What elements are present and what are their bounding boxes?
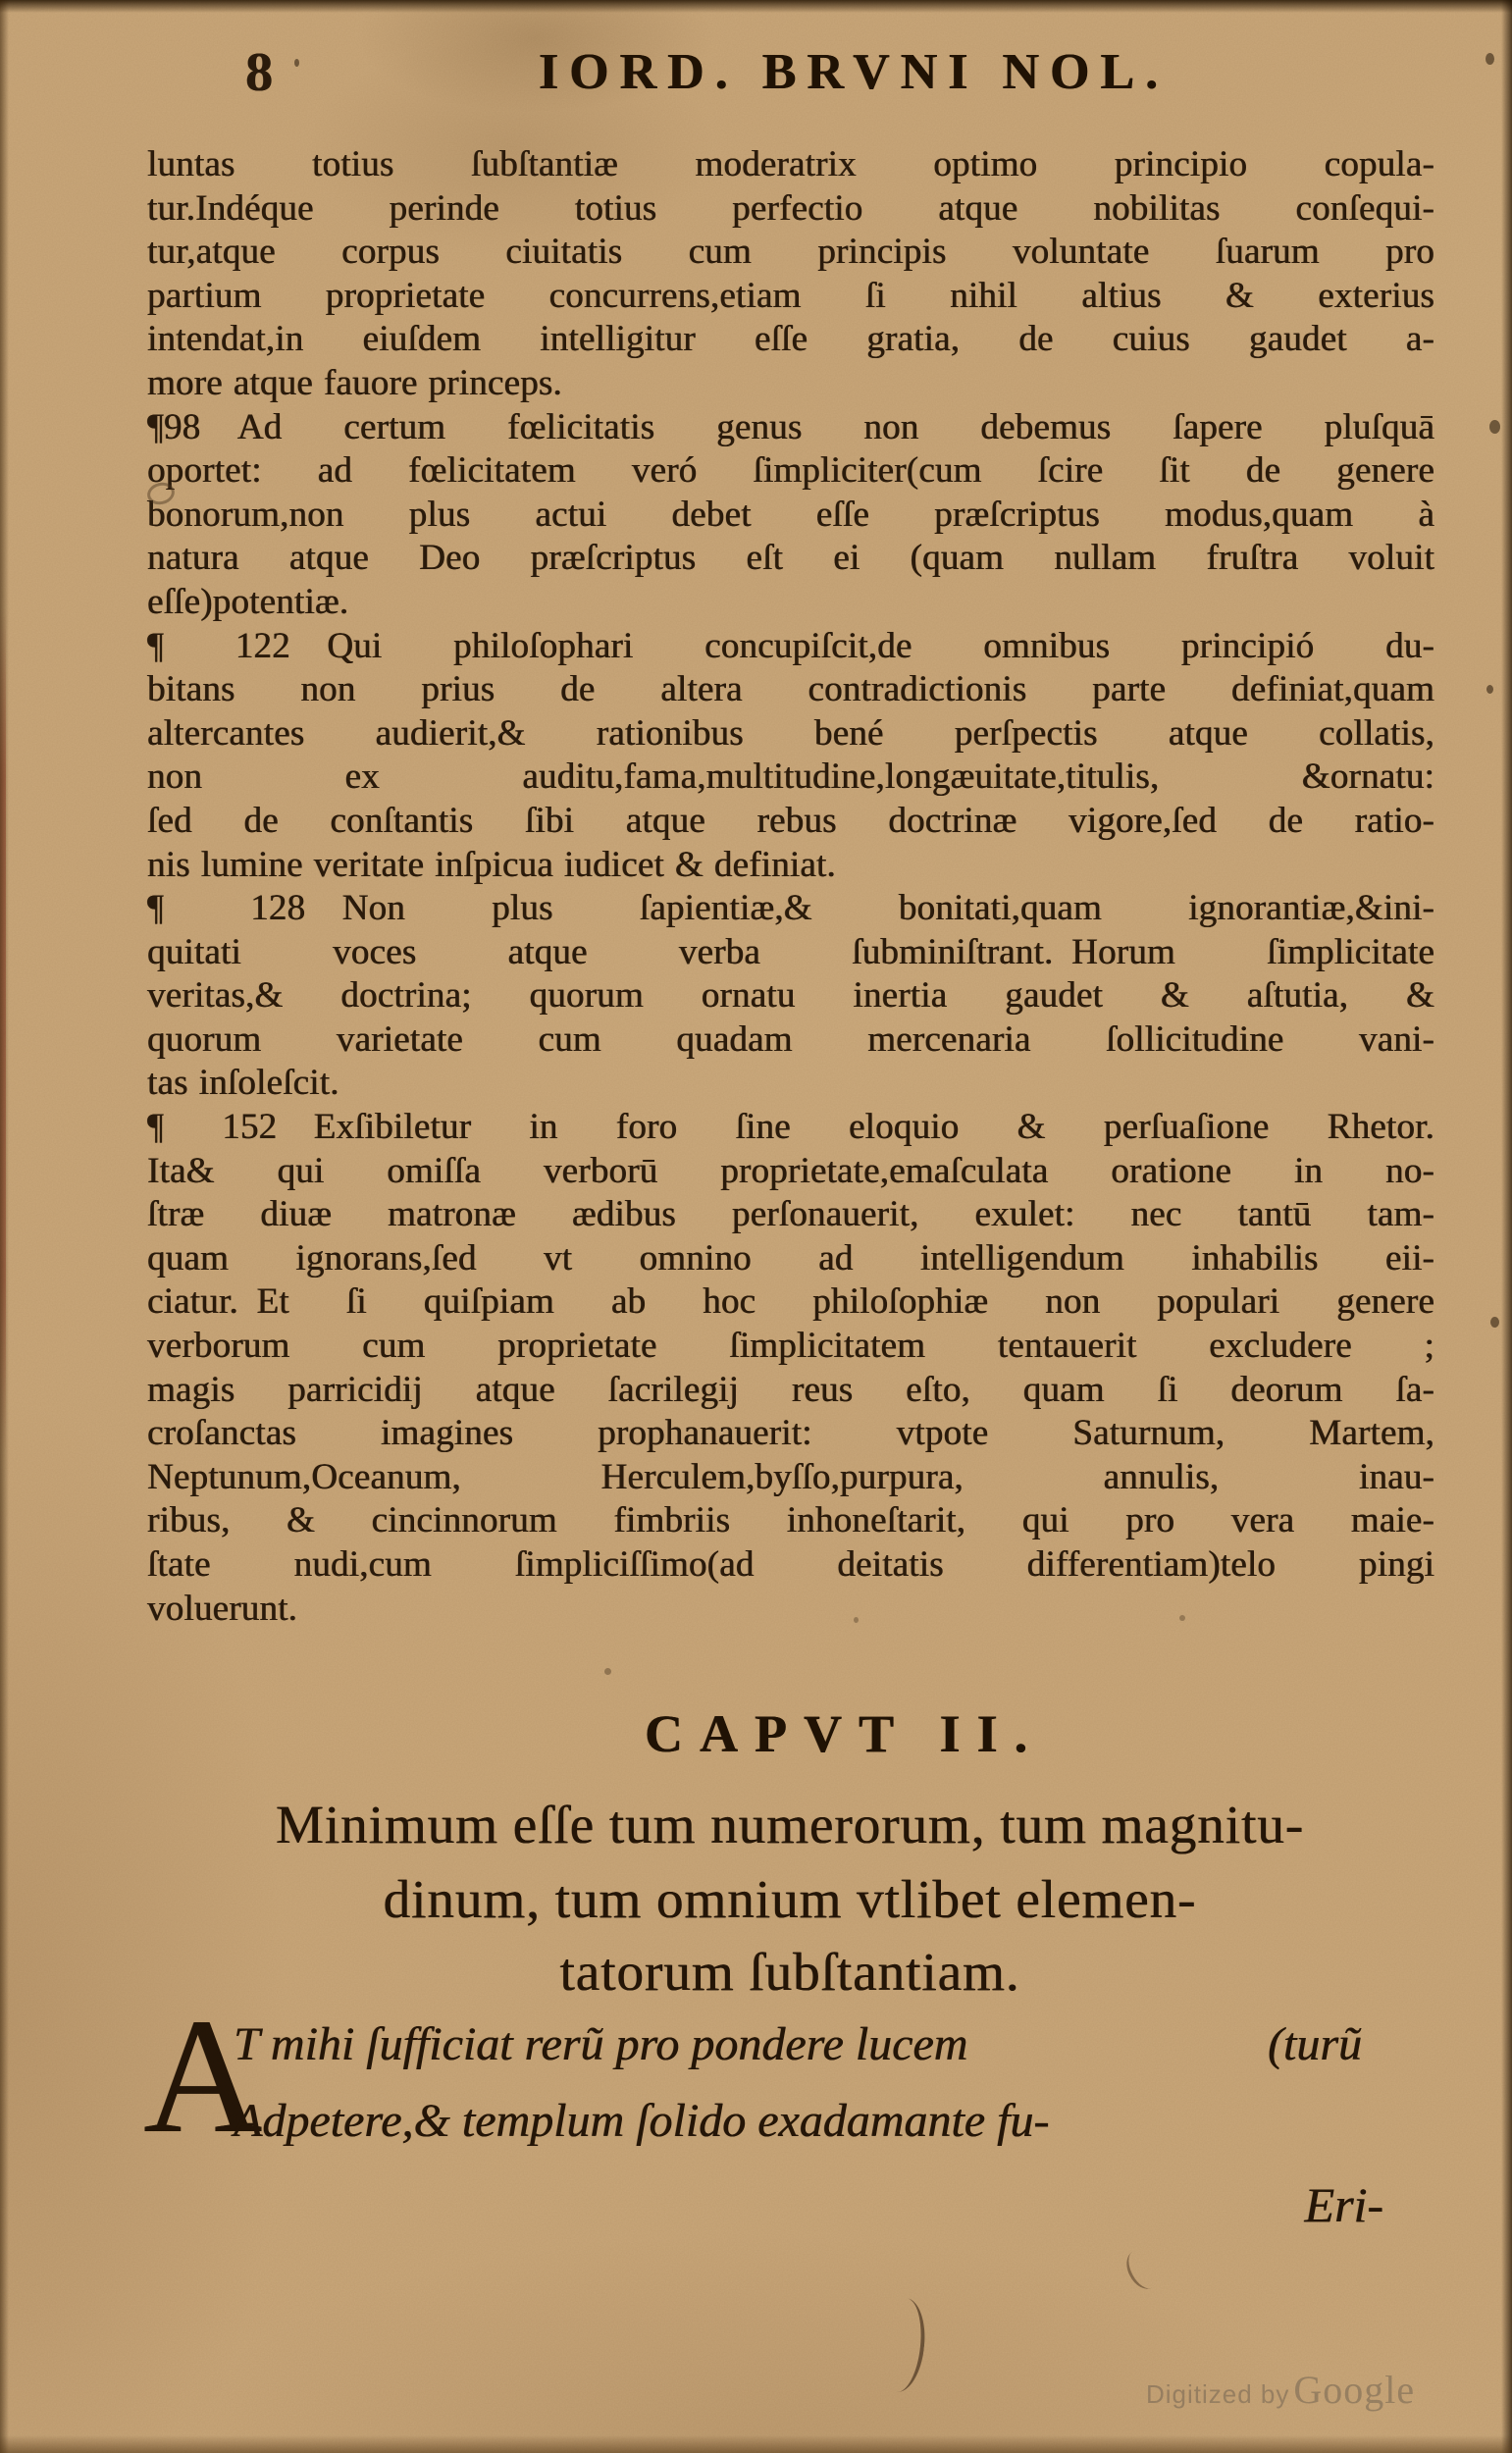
ink-speck [1179, 1615, 1185, 1621]
verse-line: Adpetere,& templum ſolido exadamante fu- [234, 2095, 1050, 2147]
running-title: IORD. BRVNI NOL. [538, 44, 1170, 100]
text-line: bonorum,non plus actui debet eſſe præſcriptus modus,quam à [147, 494, 1434, 535]
ink-speck [294, 59, 299, 67]
page-number: 8 [245, 42, 273, 103]
text-line: more atque fauore princeps. [147, 362, 562, 403]
text-line: oportet: ad fœlicitatem veró ſimpliciter(cum ſcire ſit de genere [147, 450, 1434, 492]
scan-edge-shadow [1501, 0, 1512, 2453]
text-line: eſſe)potentiæ. [147, 581, 349, 622]
text-line: natura atque Deo præſcriptus eſt ei (quam nullam fruſtra voluit [147, 538, 1434, 579]
text-line: quam ignorans,ſed vt omnino ad intelligendum inhabilis eii- [147, 1237, 1434, 1279]
text-line: verborum cum proprietate ſimplicitatem tentauerit excludere ; [147, 1326, 1434, 1367]
text-line: nis lumine veritate inſpicua iudicet & definiat. [147, 844, 836, 885]
text-line: ribus, & cincinnorum fimbriis inhoneſtarit, qui pro vera maie- [147, 1500, 1434, 1541]
ink-speck [1486, 685, 1493, 694]
chapter-heading: CAPVT II. [644, 1704, 1045, 1763]
drop-cap: A [143, 1985, 263, 2167]
body-text-block [147, 143, 1434, 1631]
text-line: ¶ 128 Non plus ſapientiæ,& bonitati,quam ignorantiæ,&ini- [147, 888, 1434, 929]
text-line: ¶ 152 Exſibiletur in foro ſine eloquio & perſuaſione Rhetor. [147, 1107, 1434, 1148]
text-line: Neptunum,Oceanum, Herculem,byſſo,purpura, annulis, inau- [147, 1456, 1434, 1497]
text-line: ciatur. Et ſi quiſpiam ab hoc philoſophiæ non populari genere [147, 1281, 1434, 1323]
catchword: Eri- [1304, 2177, 1383, 2232]
text-line: quitati voces atque verba ſubminiſtrant. Horum ſimplicitate [147, 931, 1434, 972]
scan-edge-shadow [0, 0, 1512, 13]
text-line: tur,atque corpus ciuitatis cum principis voluntate ſuarum pro [147, 232, 1434, 273]
text-line: veritas,& doctrina; quorum ornatu inertia gaudet & aſtutia, & [147, 975, 1434, 1017]
text-line: ſtræ diuæ matronæ ædibus perſonauerit, exulet: nec tantū tam- [147, 1194, 1434, 1235]
text-line: croſanctas imagines prophanauerit: vtpote Saturnum, Martem, [147, 1413, 1434, 1454]
ink-speck [854, 1617, 859, 1623]
chapter-argument-line: dinum, tum omnium vtlibet elemen- [383, 1869, 1197, 1929]
verse-turnover: (turũ [1268, 2018, 1362, 2070]
text-line: ¶98 Ad certum fœlicitatis genus non debemus ſapere pluſquā [147, 406, 1434, 447]
pen-mark [1121, 2245, 1165, 2295]
text-line: altercantes audierit,& rationibus bené perſpectis atque collatis, [147, 712, 1434, 754]
text-line: bitans non prius de altera contradictionis parte definiat,quam [147, 669, 1434, 710]
verse-line-text: T mihi ſufficiat rerũ pro pondere lucem [234, 2018, 968, 2070]
ink-speck [1489, 420, 1500, 434]
text-line: ſed de conſtantis ſibi atque rebus doctrinæ vigore,ſed de ratio- [147, 800, 1434, 841]
text-line: ſtate nudi,cum ſimpliciſſimo(ad deitatis differentiam)telo pingi [147, 1544, 1434, 1585]
text-line: partium proprietate concurrens,etiam ſi nihil altius & exterius [147, 275, 1434, 316]
text-line: tas inſoleſcit. [147, 1063, 339, 1104]
chapter-argument-line: Minimum eſſe tum numerorum, tum magnitu- [275, 1795, 1305, 1854]
ink-speck [1486, 53, 1494, 65]
watermark-prefix: Digitized by [1146, 2379, 1290, 2409]
page-edge-tint [0, 608, 6, 1452]
text-line: tur.Indéque perinde totius perfectio atque nobilitas conſequi- [147, 187, 1434, 229]
text-line: luntas totius ſubſtantiæ moderatrix optimo principio copula- [147, 144, 1434, 184]
text-line: quorum varietate cum quadam mercenaria ſollicitudine vani- [147, 1018, 1434, 1060]
ink-speck [604, 1668, 611, 1675]
pen-mark [874, 2296, 929, 2394]
text-line: magis parricidij atque ſacrilegij reus eſto, quam ſi deorum ſa- [147, 1369, 1434, 1410]
scan-edge-shadow [0, 2435, 1512, 2453]
text-line: voluerunt. [147, 1588, 298, 1629]
ink-speck [1490, 1317, 1499, 1328]
chapter-argument-line: tatorum ſubſtantiam. [559, 1942, 1020, 2002]
text-line: Ita& qui omiſſa verborū proprietate,emaſculata oratione in no- [147, 1150, 1434, 1191]
verse-line [234, 2017, 1362, 2071]
google-logo: Google [1293, 2368, 1416, 2412]
text-line: non ex auditu,fama,multitudine,longæuitate,titulis, &ornatu: [147, 757, 1434, 798]
google-watermark [1146, 2367, 1415, 2413]
text-line: ¶ 122 Qui philoſophari concupiſcit,de omnibus principió du- [147, 625, 1434, 666]
text-line: intendat,in eiuſdem intelligitur eſſe gratia, de cuius gaudet a- [147, 319, 1434, 360]
